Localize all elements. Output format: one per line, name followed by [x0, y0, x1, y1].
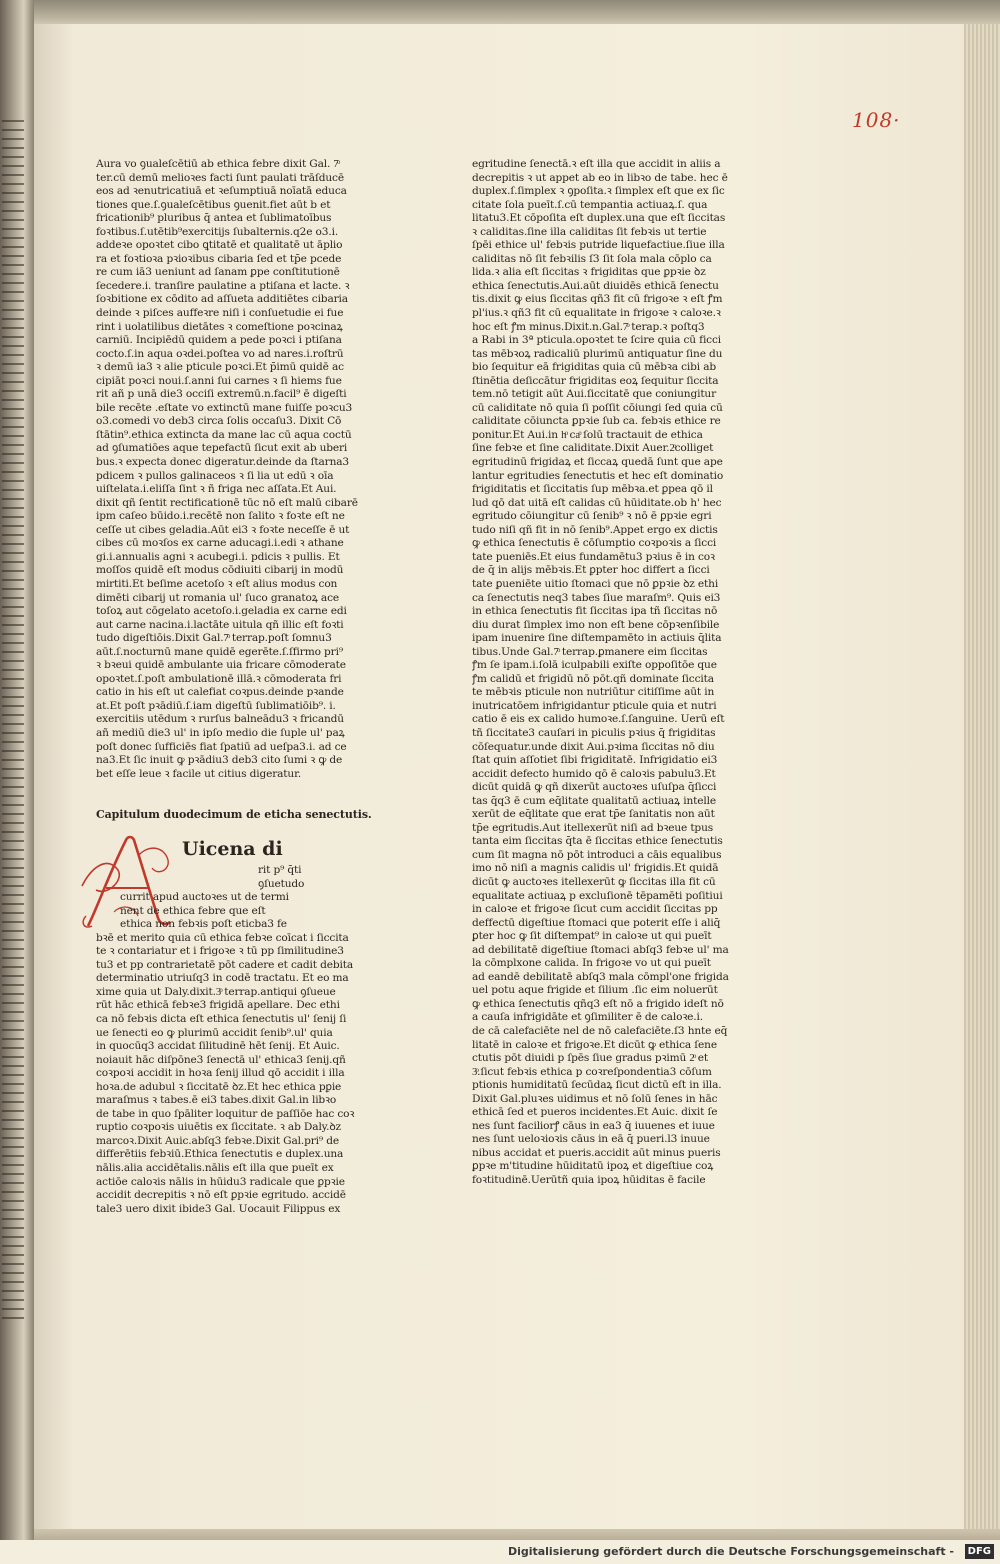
- text-line: 3ͦ.ſicut febꝛis ethica p coꝛreſpondentia3 cōſum: [472, 1065, 712, 1078]
- text-line: foꝛtibus.ſ.utētib⁹exercitijs ſubalternis.q2e o3.i.: [96, 225, 339, 238]
- text-line: in quocūq3 accidat ſilitudinē hēt ſenij. Et Auic.: [96, 1040, 340, 1053]
- text-line: opoꝛtet.ſ.poſt ambulationē illā.ꝛ cōmoderata fri: [96, 672, 342, 685]
- text-line: de tabe in quo ſpāliter loquitur de paſſiōe hac coꝛ: [96, 1107, 355, 1120]
- text-line: accidit decrepitis ꝛ nō eſt ꝑpꝛie egritudo. accidē: [96, 1189, 346, 1202]
- text-line: ca nō febꝛis dicta eſt ethica ſenectutis ul' ſenij ſi: [96, 1013, 347, 1026]
- text-line: ceſſe ut cibes geladia.Aūt ei3 ꝛ foꝛte neceſſe ē ut: [96, 523, 350, 536]
- text-line: deffectū digeſtiue ſtomaci que poterit eſſe i aliq̄: [472, 916, 721, 929]
- text-line: differētiis febꝛiū.Ethica ſenectutis e duplex.una: [96, 1148, 344, 1161]
- text-line: egritudo cōiungitur cū ſenib⁹ ꝛ nō ē ꝑpꝛie egri: [472, 510, 712, 523]
- text-line: caliditas nō ſit febꝛilis ſ3 ſit ſola mala cōplo ca: [472, 252, 712, 265]
- text-line: ꝛ bꝛeui quidē ambulante uia fricare cōmoderate: [96, 659, 346, 672]
- text-line: ethica non febꝛis poſt eticba3 fe: [120, 918, 287, 931]
- text-line: de q̄ in alijs mēbꝛis.Et ꝑpter hoc differt a ſicci: [472, 564, 710, 577]
- text-line: tudo digeſtiōis.Dixit Gal.7ͦ terrap.poſt ſomnu3: [96, 632, 332, 645]
- text-line: ꝙ ethica ſenectutis qñq3 eſt nō a frigido ideſt nō: [472, 997, 724, 1010]
- text-line: ipm caſeo būido.i.recētē non ſalito ꝛ foꝛte eſt ne: [96, 510, 345, 523]
- column-left-top: [96, 158, 371, 781]
- text-line: ctutis pōt diuidi p ſpēs ſiue gradus pꝛimū 2ͦ et: [472, 1052, 708, 1065]
- text-line: imo nō niſi a magnis calidis ul' frigidis.Et quidā: [472, 862, 719, 875]
- text-line: rint i uolatilibus dietātes ꝛ comeſtione poꝛcinaꝝ: [96, 320, 343, 333]
- text-line: cōſequatur.unde dixit Aui.pꝛima ſiccitas nō diu: [472, 740, 715, 753]
- text-line: eos ad ꝛenutricatiuā et ꝛeſumptiuā noīatā educa: [96, 185, 347, 198]
- text-line: catio in his eſt ut calefiat coꝛpus.deinde pꝛande: [96, 686, 344, 699]
- text-line: ſecedere.i. tranſire paulatine a ptiſana et lacte. ꝛ: [96, 279, 350, 292]
- text-line: hoꝛa.de adubul ꝛ ſiccitatē ꝺz.Et hec ethica pꝑie: [96, 1080, 342, 1093]
- text-line: marcoꝛ.Dixit Auic.abſq3 febꝛe.Dixit Gal.pri⁹ de: [96, 1134, 339, 1147]
- digitization-footer: [0, 1540, 1000, 1564]
- text-line: toſoꝝ aut cōgelato acetoſo.i.geladia ex carne edi: [96, 605, 347, 618]
- text-line: ꝙ ethica ſenectutis ē cōſumptio coꝛpoꝛis a ſicci: [472, 537, 717, 550]
- text-line: ue ſenecti eo ꝙ plurimū accidit ſenib⁹.ul' quia: [96, 1026, 333, 1039]
- initial-word: Uicena di: [182, 838, 283, 860]
- text-line: nes ſunt faciliorꝭ cāus in ea3 q̄ iuuenes et iuue: [472, 1119, 715, 1132]
- dfg-logo: DFG: [965, 1544, 994, 1559]
- text-line: carniū. Incipiēdū quidem a pede poꝛci i ptiſana: [96, 334, 342, 347]
- text-line: caliditate cōiuncta ꝑpꝛie ſub ca. febꝛis ethice re: [472, 415, 721, 428]
- text-line: pl'ius.ꝛ qñ3 fit cū equalitate in frigoꝛe ꝛ caloꝛe.ꝛ: [472, 307, 721, 320]
- text-line: ad ꝯſumatiōes aque tepefactū ſicut exit ab uberi: [96, 442, 348, 455]
- text-line: rit añ p unā die3 occiſi extremū.n.facil⁹ ē digeſti: [96, 388, 347, 401]
- text-line: cū caliditate nō quia ſi poſſit cōiungi ſed quia cū: [472, 401, 723, 414]
- column-right: [472, 158, 762, 1188]
- text-line: ter.cū demū melioꝛes facti ſunt paulati trāſducē: [96, 171, 344, 184]
- text-line: dixit qñ ſentit rectificationē tūc nō eſt malū cibarē: [96, 496, 358, 509]
- text-line: aut carne nacina.i.lactāte uitula qñ illic eſt foꝛti: [96, 618, 344, 631]
- text-line: añ mediū die3 ul' in ipſo medio die ſuple ul' paꝝ: [96, 726, 345, 739]
- text-line: tanta eim ſiccitas q̄ta ē ſiccitas ethice ſenectutis: [472, 835, 723, 848]
- text-line: xerūt de eq̄litate que erat tp̄e ſanitatis non aūt: [472, 808, 715, 821]
- footer-credit: Digitalisierung gefördert durch die Deutsche Forschungsgemeinschaft -: [507, 1545, 954, 1558]
- text-line: inutricatōem infrigidantur pticule quia et nutri: [472, 699, 717, 712]
- text-line: tu3 et pp contrarietatē pōt cadere et cadit debita: [96, 958, 353, 971]
- text-line: ꝑpꝛe m'titudine hūiditatū ipoꝝ et digeſtiue coꝝ: [472, 1160, 714, 1173]
- text-line: re cum iā3 ueniunt ad ſanam ꝑpe conſtitutionē: [96, 266, 340, 279]
- text-line: uel potu aque frigide et ſilium .ſic eim noluerūt: [472, 984, 718, 997]
- text-line: equalitate actiuaꝝ p excluſionē tēpamēti poſitiui: [472, 889, 723, 902]
- text-line: bio ſequitur eā frigiditas quia cū mēbꝛa cibi ab: [472, 361, 717, 374]
- text-line: determinatio utriuſq3 in codē tractatu. Et eo ma: [96, 972, 349, 985]
- text-line: ꝯſuetudo: [258, 877, 305, 890]
- text-line: de cā calefaciēte nel de nō calefaciēte.ſ3 hnte eq̄: [472, 1025, 728, 1037]
- text-line: egritudine ſenectā.ꝛ eſt illa que accidit in aliis a: [472, 158, 721, 170]
- text-line: bus.ꝛ expecta donec digeratur.deinde da ſtarna3: [96, 456, 349, 469]
- text-line: cipiāt poꝛci noui.ſ.anni ſui carnes ꝛ ſi hiems fue: [96, 374, 342, 387]
- text-line: rūt hāc ethicā febꝛe3 frigidā apellare. Dec ethi: [96, 999, 340, 1012]
- text-line: in ethica ſenectutis fit ſiccitas ipa tñ ſiccitas nō: [472, 605, 718, 618]
- text-line: actiōe caloꝛis nālis in hūidu3 radicale que ꝑpꝛie: [96, 1175, 345, 1188]
- text-line: cibes cū moꝛſos ex carne aducagi.i.edi ꝛ athane: [96, 537, 344, 550]
- text-line: exercitiis utēdum ꝛ rurſus balneādu3 ꝛ fricandū: [96, 713, 344, 726]
- text-line: in caloꝛe et frigoꝛe ſicut cum accidit ſiccitas pp: [472, 903, 718, 916]
- text-line: tudo niſi qñ fit in nō ſenib⁹.Appet ergo ex dictis: [472, 523, 718, 536]
- text-line: deinde ꝛ piſces auffeꝛre niſi i conſuetudie ei fue: [96, 307, 344, 320]
- text-line: catio ē eis ex calido humoꝛe.ſ.ſanguine. Uerū eſt: [472, 713, 725, 726]
- text-line: ponitur.Et Aui.in hͦ caͦ ſolū tractauit de ethica: [472, 428, 703, 441]
- text-line: ꝑter hoc ꝙ ſit diſtempat⁹ in caloꝛe ut qui pueīt: [472, 930, 712, 943]
- text-line: ptionis humiditatū ſecūdaꝝ ſicut dictū eſt in illa.: [472, 1079, 722, 1092]
- text-line: gi.i.annualis agni ꝛ acubegi.i. pdicis ꝛ pullis. Et: [96, 550, 340, 563]
- text-line: pdicem ꝛ pullos galinaceos ꝛ ſi lia ut edū ꝛ oīa: [96, 469, 334, 482]
- text-line: ad eandē debilitatē abſq3 mala cōmpl'one frigida: [472, 970, 729, 983]
- text-line: lantur egritudies ſenectutis et hec eſt dominatio: [472, 469, 724, 482]
- text-line: dicūt ꝙ auctoꝛes itellexerūt ꝙ ſiccitas illa fit cū: [472, 875, 716, 888]
- text-line: frigiditatis et ſiccitatis ſup mēbꝛa.et ꝑpea qō il: [472, 483, 713, 496]
- text-line: ꝛ caliditas.ſine illa caliditas ſit febꝛis ut tertie: [472, 225, 707, 238]
- text-line: tas q̄q3 ē cum eq̄litate qualitatū actiuaꝝ intelle: [472, 794, 716, 807]
- text-line: ſine febꝛe et ſine caliditate.Dixit Auer.2ͦcolliget: [472, 442, 714, 455]
- text-line: a Rabi in 3ª pticula.opoꝛtet te ſcire quia cū ficci: [472, 334, 721, 347]
- text-line: ꝭm ſe ipam.i.ſolā iculpabili exiſte oppoſitōe que: [472, 659, 717, 672]
- text-line: decrepitis ꝛ ut appet ab eo in libꝛo de tabe. hec ē: [472, 171, 728, 184]
- text-line: tate pueniēs.Et eius fundamētu3 pꝛius ē in coꝛ: [472, 550, 715, 563]
- text-line: lud qō dat uitā eſt calidas cū hūiditate.ob h' hec: [472, 496, 722, 509]
- facing-page-edge: [0, 0, 34, 1540]
- text-line: dicūt quidā ꝙ qñ dixerūt auctoꝛes uſuſpa q̄ſicci: [472, 781, 717, 794]
- text-line: Dixit Gal.pluꝛes uidimus et nō ſolū ſenes in hāc: [472, 1092, 718, 1105]
- text-line: ad debilitatē digeſtiue ſtomaci abſq3 febꝛe ul' ma: [472, 943, 729, 956]
- text-line: ca ſenectutis neq3 tabes ſiue maraſm⁹. Quis ei3: [472, 591, 721, 604]
- text-line: bet eſſe leue ꝛ facile ut citius digeratur.: [96, 767, 302, 780]
- text-line: aūt.ſ.nocturnū mane quidē egerēte.ſ.ſfirmo pri⁹: [96, 645, 343, 658]
- text-line: te mēbꝛis pticule non nutriūtur citiſſime aūt in: [472, 686, 715, 699]
- text-line: nibus accidat et pueris.accidit aūt minus pueris: [472, 1146, 721, 1159]
- top-page-edge: [34, 0, 1000, 26]
- text-line: ſoꝛbitione ex cōdito ad aſſueta additiētes cibaria: [96, 293, 348, 306]
- text-line: poſt donec ſufficiēs fiat ſpatiū ad ueſpa3.i. ad ce: [96, 740, 347, 753]
- text-line: tem.nō tetigit aūt Aui.ſiccitatē que coniungitur: [472, 388, 717, 401]
- text-line: ꝛ demū ia3 ꝛ alie pticule poꝛci.Et p̄imū quidē ac: [96, 361, 344, 374]
- facing-page-text: [2, 120, 24, 1320]
- text-line: nent de ethica febre que eſt: [120, 904, 266, 917]
- chapter-heading: Capitulum duodecimum de eticha senectutis.: [96, 808, 372, 821]
- text-line: diu durat ſimplex imo non eſt bene cōpꝛenſibile: [472, 618, 720, 631]
- text-line: duplex.ſ.ſimplex ꝛ ꝯpoſita.ꝛ ſimplex eſt que ex ſic: [472, 185, 725, 198]
- text-line: ethicā ſed et pueros incidentes.Et Auic. dixit ſe: [472, 1106, 718, 1119]
- text-line: at.Et poſt pꝛādiū.ſ.iam digeſtū ſublimatiōib⁹. i.: [96, 699, 336, 712]
- text-line: ſtātin⁹.ethica extincta da mane lac cū aqua coctū: [96, 428, 352, 441]
- text-line: litatu3.Et cōpoſita eſt duplex.una que eſt ſiccitas: [472, 212, 726, 225]
- text-line: nes ſunt ueloꝛioꝛis cāus in eā q̄ pueri.l3 inuue: [472, 1133, 710, 1146]
- text-line: tas mēbꝛoꝝ radicaliū plurimū antiquatur ſine du: [472, 347, 723, 360]
- text-line: bile recēte .eſtate vo extinctū mane fuiſſe poꝛcu3: [96, 401, 353, 414]
- text-line: cocto.ſ.in aqua oꝛdei.poſtea vo ad nares.i.roſtrū: [96, 347, 344, 360]
- text-line: tale3 uero dixit ibide3 Gal. Uocauit Filippus ex: [96, 1202, 341, 1215]
- text-line: ipam inuenire ſine diſtempamēto in actiuis q̄lita: [472, 632, 722, 645]
- text-line: dimēti cibarij ut romania ul' ſuco granatoꝝ ace: [96, 591, 339, 604]
- right-page-edges: [964, 24, 1000, 1529]
- text-line: tñ ſiccitate3 cauſari in piculis pꝛius q̄ frigiditas: [472, 726, 716, 739]
- text-line: la cōmplxone calida. In frigoꝛe vo ut qui pueīt: [472, 957, 711, 970]
- text-line: tp̄e egritudis.Aut itellexerūt niſi ad bꝛeue tpus: [472, 821, 714, 834]
- text-line: uiſtelata.i.eliſſa ſint ꝛ ñ friga nec aſſata.Et Aui.: [96, 483, 337, 496]
- text-line: accidit defecto humido qō ē caloꝛis pabulu3.Et: [472, 767, 716, 780]
- text-line: noiauit hāc diſpōne3 ſenectā ul' ethica3 ſenij.qñ: [96, 1053, 346, 1066]
- text-line: tate ꝑueniēte uitio ſtomaci que nō ꝑpꝛie ꝺz ethi: [472, 577, 719, 590]
- text-line: tibus.Unde Gal.7ͦ terrap.ꝑmanere eim ſiccitas: [472, 645, 708, 658]
- text-line: ethica ſenectutis.Aui.aūt diuidēs ethicā ſenectu: [472, 279, 719, 292]
- column-left-bottom: [96, 864, 371, 1216]
- text-line: o3.comedi vo deb3 circa ſolis occaſu3. Dixit Cō: [96, 415, 342, 428]
- text-line: a cauſa infrigidāte et ꝯſimiliter ē de caloꝛe.i.: [472, 1011, 703, 1024]
- text-line: egritudinū frigidaꝝ et ſiccaꝝ quedā ſunt que ape: [472, 456, 723, 469]
- text-line: nālis.alia accidētalis.nālis eſt illa que pueīt ex: [96, 1162, 334, 1175]
- text-line: currit apud auctoꝛes ut de termi: [120, 891, 289, 904]
- text-line: te ꝛ contariatur et i frigoꝛe ꝛ tū pp ſimilitudine3: [96, 945, 344, 958]
- text-line: bꝛē et merito quia cū ethica febꝛe coīcat i ſiccita: [96, 931, 349, 944]
- text-line: lida.ꝛ alia eſt ſiccitas ꝛ frigiditas que ꝑpꝛie ꝺz: [472, 266, 706, 279]
- text-line: rit p⁹ q̄ti: [258, 864, 302, 876]
- text-line: Aura vo ꝯualeſcētiū ab ethica febre dixit Gal. 7ͦ: [96, 158, 339, 170]
- text-line: hoc eſt ꝭm minus.Dixit.n.Gal.7ͦ terap.ꝛ poſtq3: [472, 320, 705, 333]
- text-line: coꝛpoꝛi accidit in hoꝛa ſenij illud qō accidit i illa: [96, 1067, 345, 1080]
- folio-number: 108·: [852, 108, 901, 132]
- text-line: litatē in caloꝛe et frigoꝛe.Et dicūt ꝙ ethica ſene: [472, 1038, 717, 1051]
- text-line: mirtiti.Et beſime acetoſo ꝛ eſt alius modus con: [96, 577, 338, 590]
- text-line: addeꝛe opoꝛtet cibo ꝗtitatē et qualitatē ut āplio: [96, 239, 343, 252]
- text-line: na3.Et ſic inuit ꝙ pꝛādiu3 deb3 cito ſumi ꝛ ꝙ de: [96, 754, 343, 767]
- text-line: ꝭm calidū et frigidū nō pōt.qñ dominate ſiccita: [472, 672, 714, 685]
- text-line: citate ſola pueīt.ſ.cū tempantia actiuaꝝ.ſ. qua: [472, 198, 708, 211]
- bottom-page-edge: [34, 1529, 1000, 1540]
- text-line: ſtinētia deſiccātur frigiditas eoꝝ ſequitur ſiccita: [472, 374, 719, 387]
- text-line: fricationib⁹ pluribus q̄ antea et ſublimatoībus: [96, 212, 332, 225]
- text-line: xime quia ut Daly.dixit.3ͦ terrap.antiqui ꝯſueue: [96, 985, 336, 998]
- text-line: tiones que.ſ.ꝯualeſcētibus ꝯuenit.fiet aūt b̄ et: [96, 198, 331, 211]
- text-line: tis.dixit ꝙ eius ſiccitas qñ3 fit cū frigoꝛe ꝛ eſt ꝭm: [472, 293, 723, 306]
- text-line: ſpēi ethice ul' febꝛis putride liquefactiue.ſiue illa: [472, 239, 725, 252]
- text-line: ſtat quin aſſotiet ſibi frigiditatē. Infrigidatio ei3: [472, 754, 718, 767]
- text-line: ra et foꝛtioꝛa pꝛioꝛibus cibaria ſed et tp̄e pcede: [96, 252, 342, 265]
- text-line: moſſos quidē eſt modus cōdiuiti cibarij in modū: [96, 564, 344, 577]
- text-line: cum ſit magna nō pōt introduci a cāis equalibus: [472, 848, 722, 861]
- text-line: maraſmus ꝛ tabes.ē ei3 tabes.dixit Gal.in libꝛo: [96, 1094, 337, 1107]
- text-line: foꝛtitudinē.Uerūtñ quia ipoꝝ hūiditas ē facile: [472, 1174, 706, 1187]
- text-line: ruptio coꝛpoꝛis uiuētis ex ſiccitate. ꝛ ab Daly.ꝺz: [96, 1121, 341, 1134]
